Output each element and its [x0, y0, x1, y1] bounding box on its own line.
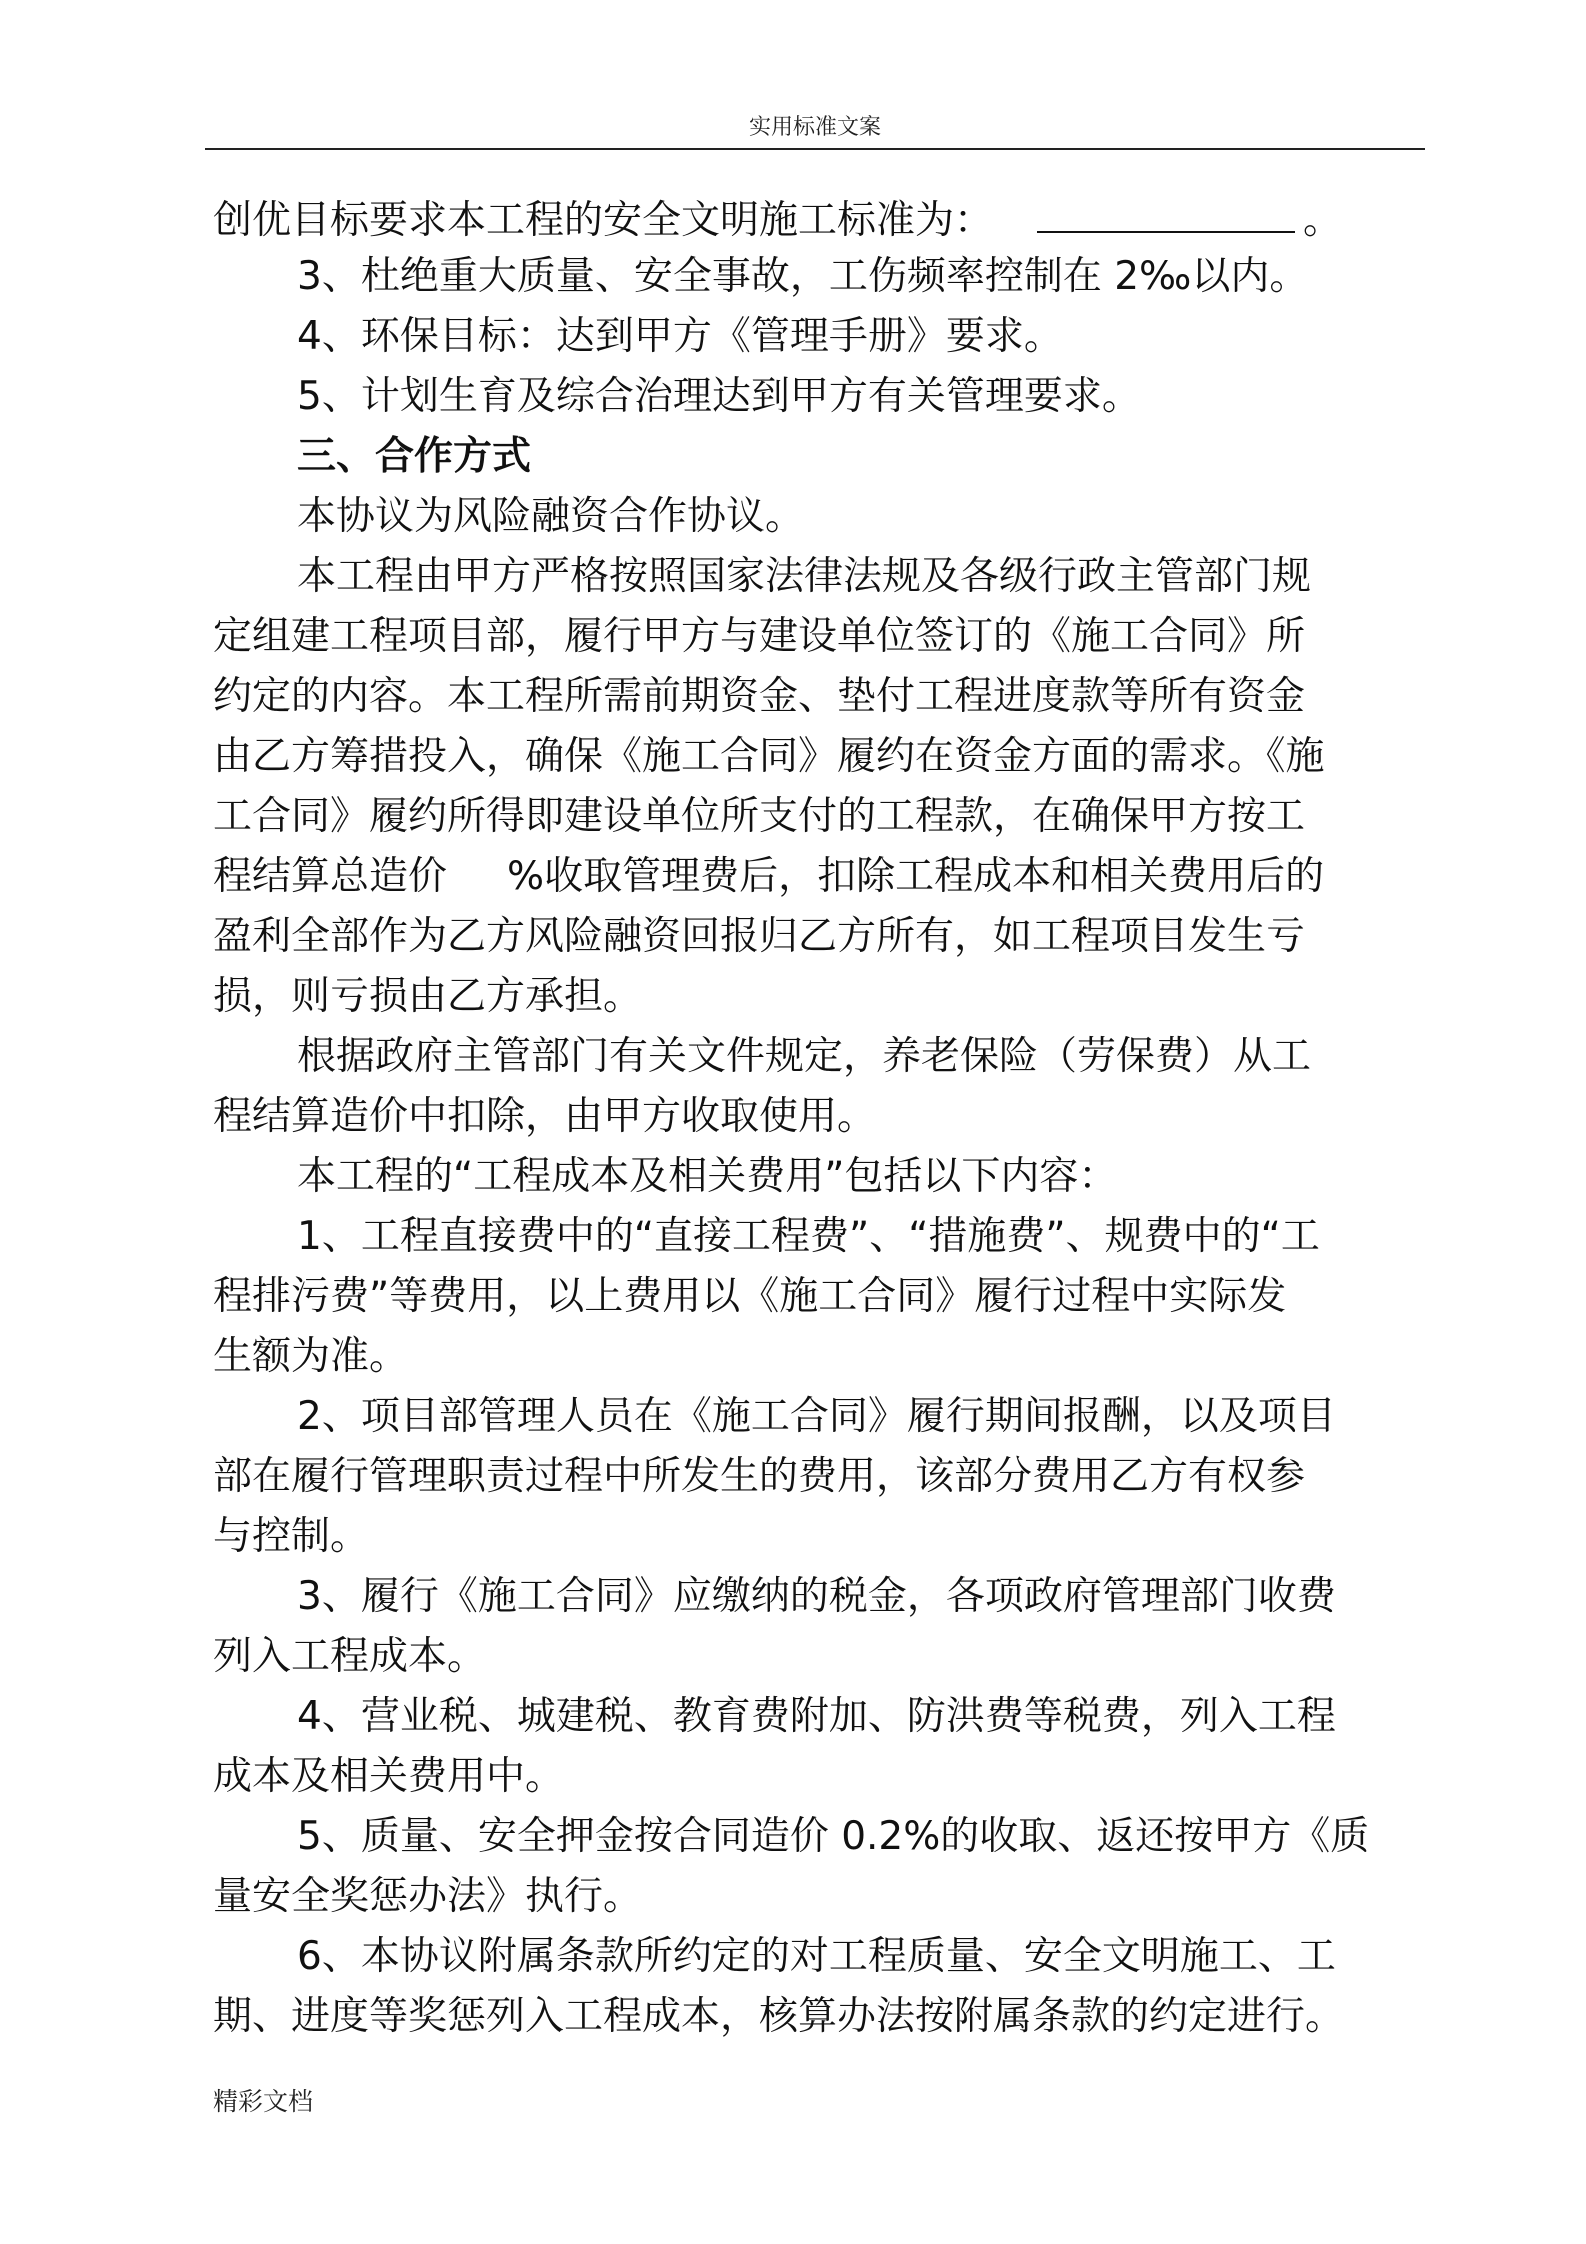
text-line — [213, 847, 1428, 907]
text-line: 本工程由甲方严格按照国家法律法规及各级行政主管部门规 — [297, 554, 1312, 599]
text-line: 本协议为风险融资合作协议。 — [297, 494, 805, 539]
section-heading: 三、合作方式 — [297, 434, 532, 479]
text-line: 5、质量、安全押金按合同造价 0.2%的收取、返还按甲方《质 — [297, 1814, 1370, 1859]
text-line: 由乙方筹措投入，确保《施工合同》履约在资金方面的需求。《施 — [213, 734, 1325, 779]
text-line: 3、履行《施工合同》应缴纳的税金，各项政府管理部门收费 — [297, 1574, 1336, 1619]
text-line: 列入工程成本。 — [213, 1634, 487, 1679]
text-line: 本工程的“工程成本及相关费用”包括以下内容： — [297, 1154, 1118, 1199]
text-line: 盈利全部作为乙方风险融资回报归乙方所有，如工程项目发生亏 — [213, 914, 1306, 959]
text-line: 约定的内容。本工程所需前期资金、垫付工程进度款等所有资金 — [213, 674, 1306, 719]
text-line: 工合同》履约所得即建设单位所支付的工程款，在确保甲方按工 — [213, 794, 1306, 839]
text-line: 程排污费”等费用，以上费用以《施工合同》履行过程中实际发 — [213, 1274, 1287, 1319]
text-line: 4、环保目标：达到甲方《管理手册》要求。 — [297, 314, 1063, 359]
document-body — [213, 187, 1428, 2047]
text-line: 1、工程直接费中的“直接工程费”、“措施费”、规费中的“工 — [297, 1214, 1320, 1259]
text-line: 4、营业税、城建税、教育费附加、防洪费等税费，列入工程 — [297, 1694, 1336, 1739]
page-footer: 精彩文档 — [213, 2087, 314, 2116]
text-line: 3、杜绝重大质量、安全事故，工伤频率控制在 2‰以内。 — [297, 254, 1309, 299]
text-span: %收取管理费后，扣除工程成本和相关费用后的 — [507, 854, 1325, 899]
text-line: 生额为准。 — [213, 1334, 409, 1379]
text-line: 与控制。 — [213, 1514, 370, 1559]
text-line: 成本及相关费用中。 — [213, 1754, 565, 1799]
text-line: 量安全奖惩办法》执行。 — [213, 1874, 643, 1919]
fill-in-blank — [1037, 187, 1295, 233]
text-span: 。 — [1303, 198, 1343, 243]
text-line: 部在履行管理职责过程中所发生的费用，该部分费用乙方有权参 — [213, 1454, 1306, 1499]
text-span: 创优目标要求本工程的安全文明施工标准为： — [213, 198, 994, 243]
text-line: 损，则亏损由乙方承担。 — [213, 974, 643, 1019]
text-span: 程结算总造价 — [213, 854, 448, 899]
text-line: 6、本协议附属条款所约定的对工程质量、安全文明施工、工 — [297, 1934, 1336, 1979]
page-header: 实用标准文案 — [205, 108, 1425, 150]
text-line: 定组建工程项目部，履行甲方与建设单位签订的《施工合同》所 — [213, 614, 1306, 659]
text-line: 根据政府主管部门有关文件规定，养老保险（劳保费）从工 — [297, 1034, 1312, 1079]
text-line: 程结算造价中扣除，由甲方收取使用。 — [213, 1094, 877, 1139]
text-line: 5、计划生育及综合治理达到甲方有关管理要求。 — [297, 374, 1141, 419]
text-line: 2、项目部管理人员在《施工合同》履行期间报酬，以及项目 — [297, 1394, 1336, 1439]
text-line: 期、进度等奖惩列入工程成本，核算办法按附属条款的约定进行。 — [213, 1994, 1345, 2039]
text-line — [213, 187, 1428, 247]
